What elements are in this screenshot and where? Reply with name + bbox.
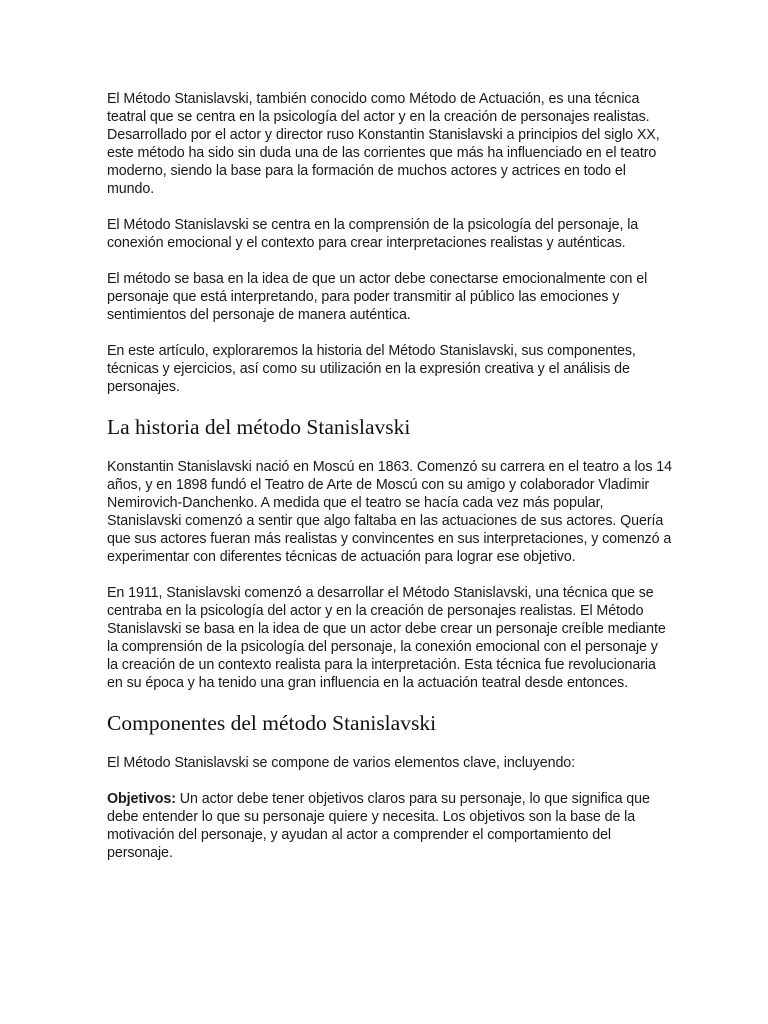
components-intro: El Método Stanislavski se compone de varios elementos clave, incluyendo:	[107, 755, 576, 771]
history-paragraph-2: En 1911, Stanislavski comenzó a desarrollar el Método Stanislavski, una técnica que se centraba en la psicología del actor y en la creación de personajes realistas. El Método Stanislavski se basa en la idea de que un actor debe crear un personaje creíble mediante la comprensión de la psicología del personaje, la conexión emocional con el personaje y la creación de un contexto realista para la interpretación. Esta técnica fue revolucionaria en su época y ha tenido una gran influencia en la actuación teatral desde entonces.	[107, 585, 666, 691]
component-item-objetivos	[107, 790, 672, 862]
component-description: Un actor debe tener objetivos claros para su personaje, lo que significa que debe entender lo que su personaje quiere y necesita. Los objetivos son la base de la motivación del personaje, y ayudan al actor a comprender el comportamiento del personaje.	[107, 791, 650, 861]
components-heading: Componentes del método Stanislavski	[107, 711, 437, 735]
intro-paragraph-3: El método se basa en la idea de que un actor debe conectarse emocionalmente con el personaje que está interpretando, para poder transmitir al público las emociones y sentimientos del personaje de manera auténtica.	[107, 271, 648, 323]
history-heading: La historia del método Stanislavski	[107, 415, 411, 439]
intro-paragraph-2: El Método Stanislavski se centra en la comprensión de la psicología del personaje, la conexión emocional y el contexto para crear interpretaciones realistas y auténticas.	[107, 217, 639, 251]
component-term: Objetivos:	[107, 791, 176, 807]
intro-paragraph-1: El Método Stanislavski, también conocido como Método de Actuación, es una técnica teatral que se centra en la psicología del actor y en la creación de personajes realistas. Desarrollado por el actor y director ruso Konstantin Stanislavski a principios del siglo XX, este método ha sido sin duda una de las corrientes que más ha influenciado en el teatro moderno, siendo la base para la formación de muchos actores y actrices en todo el mundo.	[107, 91, 660, 197]
history-paragraph-1: Konstantin Stanislavski nació en Moscú en 1863. Comenzó su carrera en el teatro a los 14 años, y en 1898 fundó el Teatro de Arte de Moscú con su amigo y colaborador Vladimir Nemirovich-Danchenko. A medida que el teatro se hacía cada vez más popular, Stanislavski comenzó a sentir que algo faltaba en las actuaciones de sus actores. Quería que sus actores fueran más realistas y convincentes en sus interpretaciones, y comenzó a experimentar con diferentes técnicas de actuación para lograr ese objetivo.	[107, 459, 672, 565]
intro-paragraph-4: En este artículo, exploraremos la historia del Método Stanislavski, sus componentes, técnicas y ejercicios, así como su utilización en la expresión creativa y el análisis de personajes.	[107, 343, 636, 395]
